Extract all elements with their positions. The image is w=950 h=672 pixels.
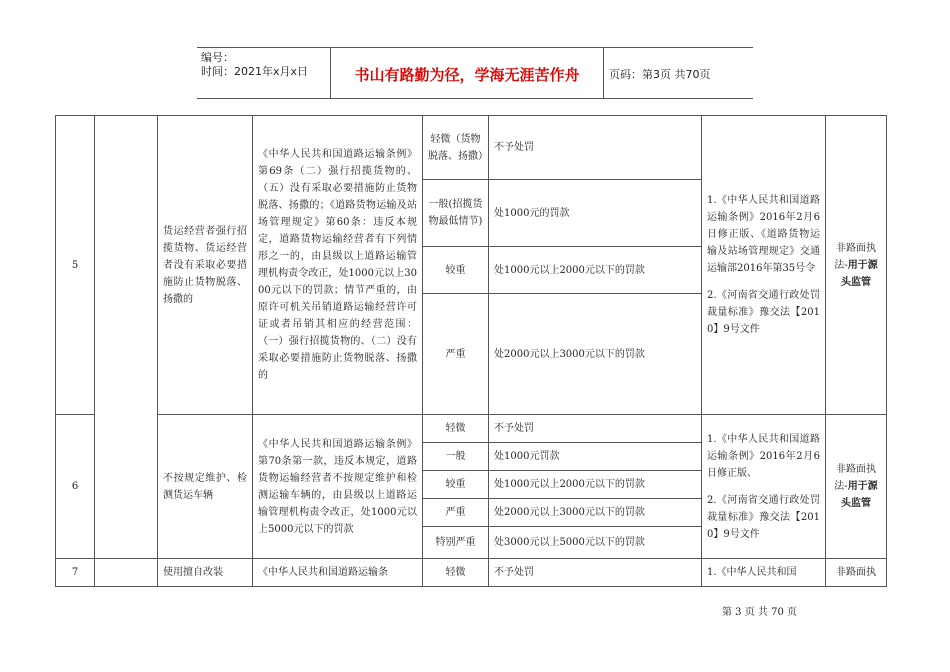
row-number: 5 <box>56 116 95 415</box>
blank-cell <box>95 559 158 587</box>
penalty-standard: 处1000元的罚款 <box>489 180 702 247</box>
blank-cell <box>95 116 158 559</box>
severity-level: 严重 <box>423 294 489 415</box>
penalty-standard: 处2000元以上3000元以下的罚款 <box>489 294 702 415</box>
table-row <box>56 415 887 443</box>
legal-basis: 《中华人民共和国道路运输条 <box>253 559 423 587</box>
violation-behavior: 货运经营者强行招揽货物、货运经营者没有采取必要措施防止货物脱落、扬撒的 <box>158 116 253 415</box>
violation-behavior: 使用擅自改装 <box>158 559 253 587</box>
penalty-standard: 处1000元以上2000元以下的罚款 <box>489 247 702 294</box>
header-motto: 书山有路勤为径，学海无涯苦作舟 <box>354 66 580 84</box>
severity-level: 严重 <box>423 499 489 527</box>
enforcement-category <box>826 116 887 415</box>
category-prefix: 非路面执法- <box>834 242 876 271</box>
header-meta <box>201 51 308 79</box>
severity-level: 轻微 <box>423 559 489 587</box>
penalty-standard: 不予处罚 <box>489 116 702 180</box>
page-header <box>197 47 753 99</box>
reference-documents: 1.《中华人民共和国 <box>702 559 826 587</box>
penalty-standard: 处3000元以上5000元以下的罚款 <box>489 527 702 559</box>
severity-level: 轻微（货物脱落、扬撒） <box>423 116 489 180</box>
penalty-standard: 不予处罚 <box>489 415 702 443</box>
category-prefix: 非路面执法- <box>834 464 876 492</box>
penalty-standard: 不予处罚 <box>489 559 702 587</box>
enforcement-category: 非路面执 <box>826 559 887 587</box>
severity-level: 一般(招揽货物最低情节) <box>423 180 489 247</box>
penalty-table <box>55 115 887 587</box>
reference-item: 2.《河南省交通行政处罚裁量标准》豫交法【2010】9号文件 <box>707 290 820 335</box>
reference-documents <box>702 415 826 559</box>
row-number: 6 <box>56 415 95 559</box>
time-label: 时间：2021年x月x日 <box>201 65 309 78</box>
severity-level: 轻微 <box>423 415 489 443</box>
header-divider <box>603 48 604 98</box>
table-row <box>56 116 887 180</box>
penalty-standard: 处1000元以上2000元以下的罚款 <box>489 471 702 499</box>
legal-basis: 《中华人民共和国道路运输条例》第70条第一款，违反本规定，道路货物运输经营者不按规定维护和检测运输车辆的，由县级以上道路运输管理机构责令改正，处1000元以上5000元以下的罚款 <box>253 415 423 559</box>
row-number: 7 <box>56 559 95 587</box>
severity-level: 特别严重 <box>423 527 489 559</box>
page-footer: 第 3 页 共 70 页 <box>722 607 797 618</box>
legal-basis: 《中华人民共和国道路运输条例》第69条（二）强行招揽货物的、（五）没有采取必要措施防止货物脱落、扬撒的；《道路货物运输及站场管理规定》第60条：违反本规定，道路货物运输经营者有下列情形之一的，由县级以上道路运输管理机构责令改正，处1000元以上3000元以下的罚款；情节严重的，由原许可机关吊销道路运输经营许可证或者吊销其相应的经营范围：（一）强行招揽货物的、（二）没有采取必要措施防止货物脱落、扬撒的 <box>253 116 423 415</box>
enforcement-category <box>826 415 887 559</box>
severity-level: 一般 <box>423 443 489 471</box>
reference-item: 1.《中华人民共和国道路运输条例》2016年2月6日修正版、《道路货物运输及站场管理规定》交通运输部2016年第35号令 <box>707 195 820 274</box>
table-row <box>56 559 887 587</box>
severity-level: 较重 <box>423 247 489 294</box>
penalty-standard: 处1000元罚款 <box>489 443 702 471</box>
serial-label: 编号： <box>201 51 234 64</box>
violation-behavior: 不按规定维护、检测货运车辆 <box>158 415 253 559</box>
reference-documents <box>702 116 826 415</box>
reference-item: 1.《中华人民共和国道路运输条例》2016年2月6日修正版、 <box>707 433 820 479</box>
category-emphasis: 用于源头监管 <box>841 481 878 509</box>
penalty-standard: 处2000元以上3000元以下的罚款 <box>489 499 702 527</box>
reference-item: 2.《河南省交通行政处罚裁量标准》豫交法【2010】9号文件 <box>707 494 820 540</box>
category-emphasis: 用于源头监管 <box>841 259 878 288</box>
header-pager: 页码：第3页 共70页 <box>609 68 711 81</box>
severity-level: 较重 <box>423 471 489 499</box>
